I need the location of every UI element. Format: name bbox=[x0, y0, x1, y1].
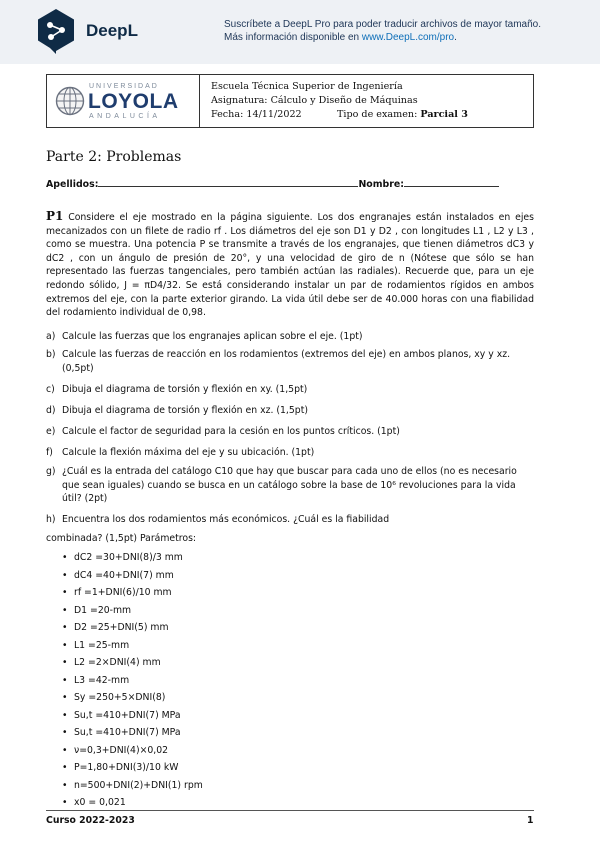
exam-type: Tipo de examen: Parcial 3 bbox=[337, 109, 468, 120]
surname-label: Apellidos: bbox=[46, 179, 99, 190]
list-item: • Sy =250+5×DNI(8) bbox=[62, 692, 203, 710]
banner-line-2: Más información disponible en www.DeepL.com/pro. bbox=[224, 32, 457, 43]
banner-message bbox=[224, 18, 541, 44]
problem-label: P1 bbox=[46, 209, 64, 223]
list-item: • x0 = 0,021 bbox=[62, 797, 203, 815]
course-label: Curso 2022-2023 bbox=[46, 815, 135, 826]
question-f: f) Calcule la flexión máxima del eje y su ubicación. (1pt) bbox=[46, 447, 315, 458]
list-item: • dC2 =30+DNI(8)/3 mm bbox=[62, 552, 203, 570]
logo-bottom-text: ANDALUCÍA bbox=[89, 113, 161, 120]
page-title: Parte 2: Problemas bbox=[46, 149, 182, 165]
university-logo bbox=[47, 75, 200, 127]
subject: Asignatura: Cálculo y Diseño de Máquinas bbox=[211, 95, 418, 106]
name-label: Nombre: bbox=[358, 179, 404, 190]
exam-date: Fecha: 14/11/2022 bbox=[211, 109, 302, 120]
question-h: h) Encuentra los dos rodamientos más económicos. ¿Cuál es la fiabilidad bbox=[46, 514, 390, 525]
question-c: c) Dibuja el diagrama de torsión y flexión en xy. (1,5pt) bbox=[46, 384, 308, 395]
question-g: g) ¿Cuál es la entrada del catálogo C10 que hay que buscar para cada uno de ellos (no es necesario que sean iguales) cuando se busca en un catálogo sobre la base de 10⁶ revoluciones para la vida útil? (2pt) bbox=[46, 466, 517, 505]
student-fields bbox=[46, 178, 499, 190]
footer-divider bbox=[46, 810, 534, 811]
surname-line[interactable] bbox=[98, 178, 358, 187]
list-item: • rf =1+DNI(6)/10 mm bbox=[62, 587, 203, 605]
list-item: • Su,t =410+DNI(7) MPa bbox=[62, 727, 203, 745]
logo-main-text: LOYOLA bbox=[88, 90, 179, 113]
question-b: b) Calcule las fuerzas de reacción en los rodamientos (extremos del eje) en ambos planos, xy y xz. (0,5pt) bbox=[46, 349, 511, 374]
list-item: • dC4 =40+DNI(7) mm bbox=[62, 570, 203, 588]
question-d: d) Dibuja el diagrama de torsión y flexión en xz. (1,5pt) bbox=[46, 405, 308, 416]
banner-line-1: Suscríbete a DeepL Pro para poder traducir archivos de mayor tamaño. bbox=[224, 19, 542, 30]
list-item: • D1 =20-mm bbox=[62, 605, 203, 623]
parameter-list bbox=[62, 552, 203, 815]
list-item: • Su,t =410+DNI(7) MPa bbox=[62, 710, 203, 728]
question-a: a) Calcule las fuerzas que los engranajes aplican sobre el eje. (1pt) bbox=[46, 331, 363, 342]
exam-header bbox=[46, 74, 534, 128]
list-item: • D2 =25+DNI(5) mm bbox=[62, 622, 203, 640]
deepl-banner bbox=[0, 0, 600, 64]
page-number: 1 bbox=[527, 815, 534, 826]
deepl-brand: DeepL bbox=[86, 21, 138, 40]
deepl-pro-link[interactable]: www.DeepL.com/pro bbox=[361, 32, 455, 43]
list-item: • P=1,80+DNI(3)/10 kW bbox=[62, 762, 203, 780]
list-item: • L2 =2×DNI(4) mm bbox=[62, 657, 203, 675]
deepl-logo-icon bbox=[36, 8, 76, 54]
list-item: • L3 =42-mm bbox=[62, 675, 203, 693]
globe-icon bbox=[55, 86, 85, 116]
problem-statement bbox=[46, 210, 534, 320]
school-name: Escuela Técnica Superior de Ingeniería bbox=[211, 81, 403, 92]
name-line[interactable] bbox=[404, 178, 499, 187]
parameters-title: combinada? (1,5pt) Parámetros: bbox=[46, 533, 197, 544]
list-item: • L1 =25-mm bbox=[62, 640, 203, 658]
exam-info bbox=[211, 80, 468, 122]
list-item: • ν=0,3+DNI(4)×0,02 bbox=[62, 745, 203, 763]
logo-top-text: UNIVERSIDAD bbox=[89, 83, 159, 90]
list-item: • n=500+DNI(2)+DNI(1) rpm bbox=[62, 780, 203, 798]
question-e: e) Calcule el factor de seguridad para la cesión en los puntos críticos. (1pt) bbox=[46, 426, 400, 437]
problem-text: Considere el eje mostrado en la página siguiente. Los dos engranajes están instalados en ejes mecanizados con un filete de radio rf . Los diámetros del eje son D1 y D2 , con longitudes L1 , L2 y L3 , como se muestra. Una potencia P se transmite a través de los engranajes, que tienen diámetros dC3 y dC2 , con un ángulo de presión de 20°, y una velocidad de giro de n (Nótese que sólo se han representado las fuerzas tangenciales, pero también actúan las radiales). Recuerde que, para un eje redondo sólido, J = πD4/32. Se está considerando instalar un par de rodamientos rígidos en ambos extremos del eje, con la parte exterior girando. La vida útil debe ser de 40.000 horas con una fiabilidad del rodamiento individual de 0,98. bbox=[46, 212, 534, 319]
